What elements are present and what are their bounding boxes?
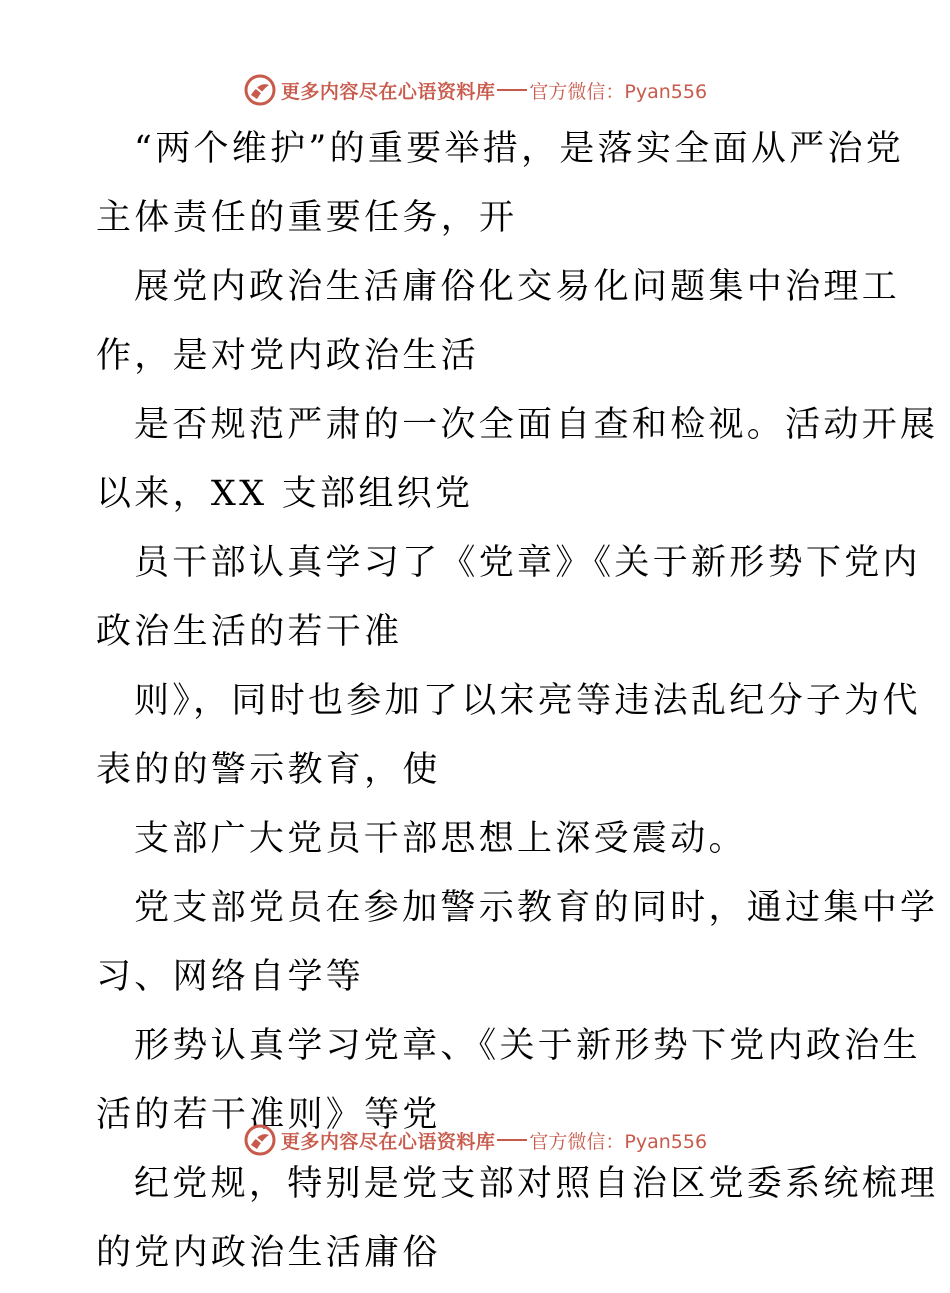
- body-line: 形势认真学习党章、《关于新形势下党内政治生: [134, 1026, 921, 1066]
- body-line: 支部广大党员干部思想上深受震动。: [134, 819, 747, 859]
- watermark-site-text: 更多内容尽在心语资料库: [280, 1130, 496, 1153]
- ribbon-logo-icon: [243, 1123, 277, 1157]
- body-line: 则》，同时也参加了以宋亮等违法乱纪分子为代: [134, 681, 921, 721]
- watermark-dash: [497, 1139, 527, 1141]
- body-line: 是否规范严肃的一次全面自查和检视。活动开展: [134, 405, 939, 445]
- body-line: 展党内政治生活庸俗化交易化问题集中治理工: [134, 267, 901, 307]
- body-line: 纪党规，特别是党支部对照自治区党委系统梳理: [134, 1164, 939, 1204]
- body-line: 活的若干准则》等党: [96, 1095, 441, 1135]
- body-line: “两个维护”的重要举措，是落实全面从严治党: [134, 129, 905, 169]
- body-line: 以来，XX 支部组织党: [96, 474, 474, 514]
- watermark-wechat-text: 官方微信：Pyan556: [529, 1130, 708, 1153]
- watermark-site-text: 更多内容尽在心语资料库: [280, 80, 496, 103]
- header-watermark: [0, 72, 950, 108]
- document-body: [96, 120, 939, 1293]
- body-line: 员干部认真学习了《党章》《关于新形势下党内: [134, 543, 921, 583]
- body-line: 的党内政治生活庸俗: [96, 1233, 441, 1273]
- body-line: 作，是对党内政治生活: [96, 336, 480, 376]
- body-line: 主体责任的重要任务，开: [96, 198, 518, 238]
- ribbon-logo-icon: [243, 73, 277, 107]
- body-line: 党支部党员在参加警示教育的同时，通过集中学: [134, 888, 939, 928]
- body-line: 政治生活的若干准: [96, 612, 403, 652]
- footer-watermark: [0, 1122, 950, 1158]
- body-line: 表的的警示教育，使: [96, 750, 441, 790]
- watermark-wechat-text: 官方微信：Pyan556: [529, 80, 708, 103]
- body-line: 习、网络自学等: [96, 957, 365, 997]
- watermark-dash: [497, 89, 527, 91]
